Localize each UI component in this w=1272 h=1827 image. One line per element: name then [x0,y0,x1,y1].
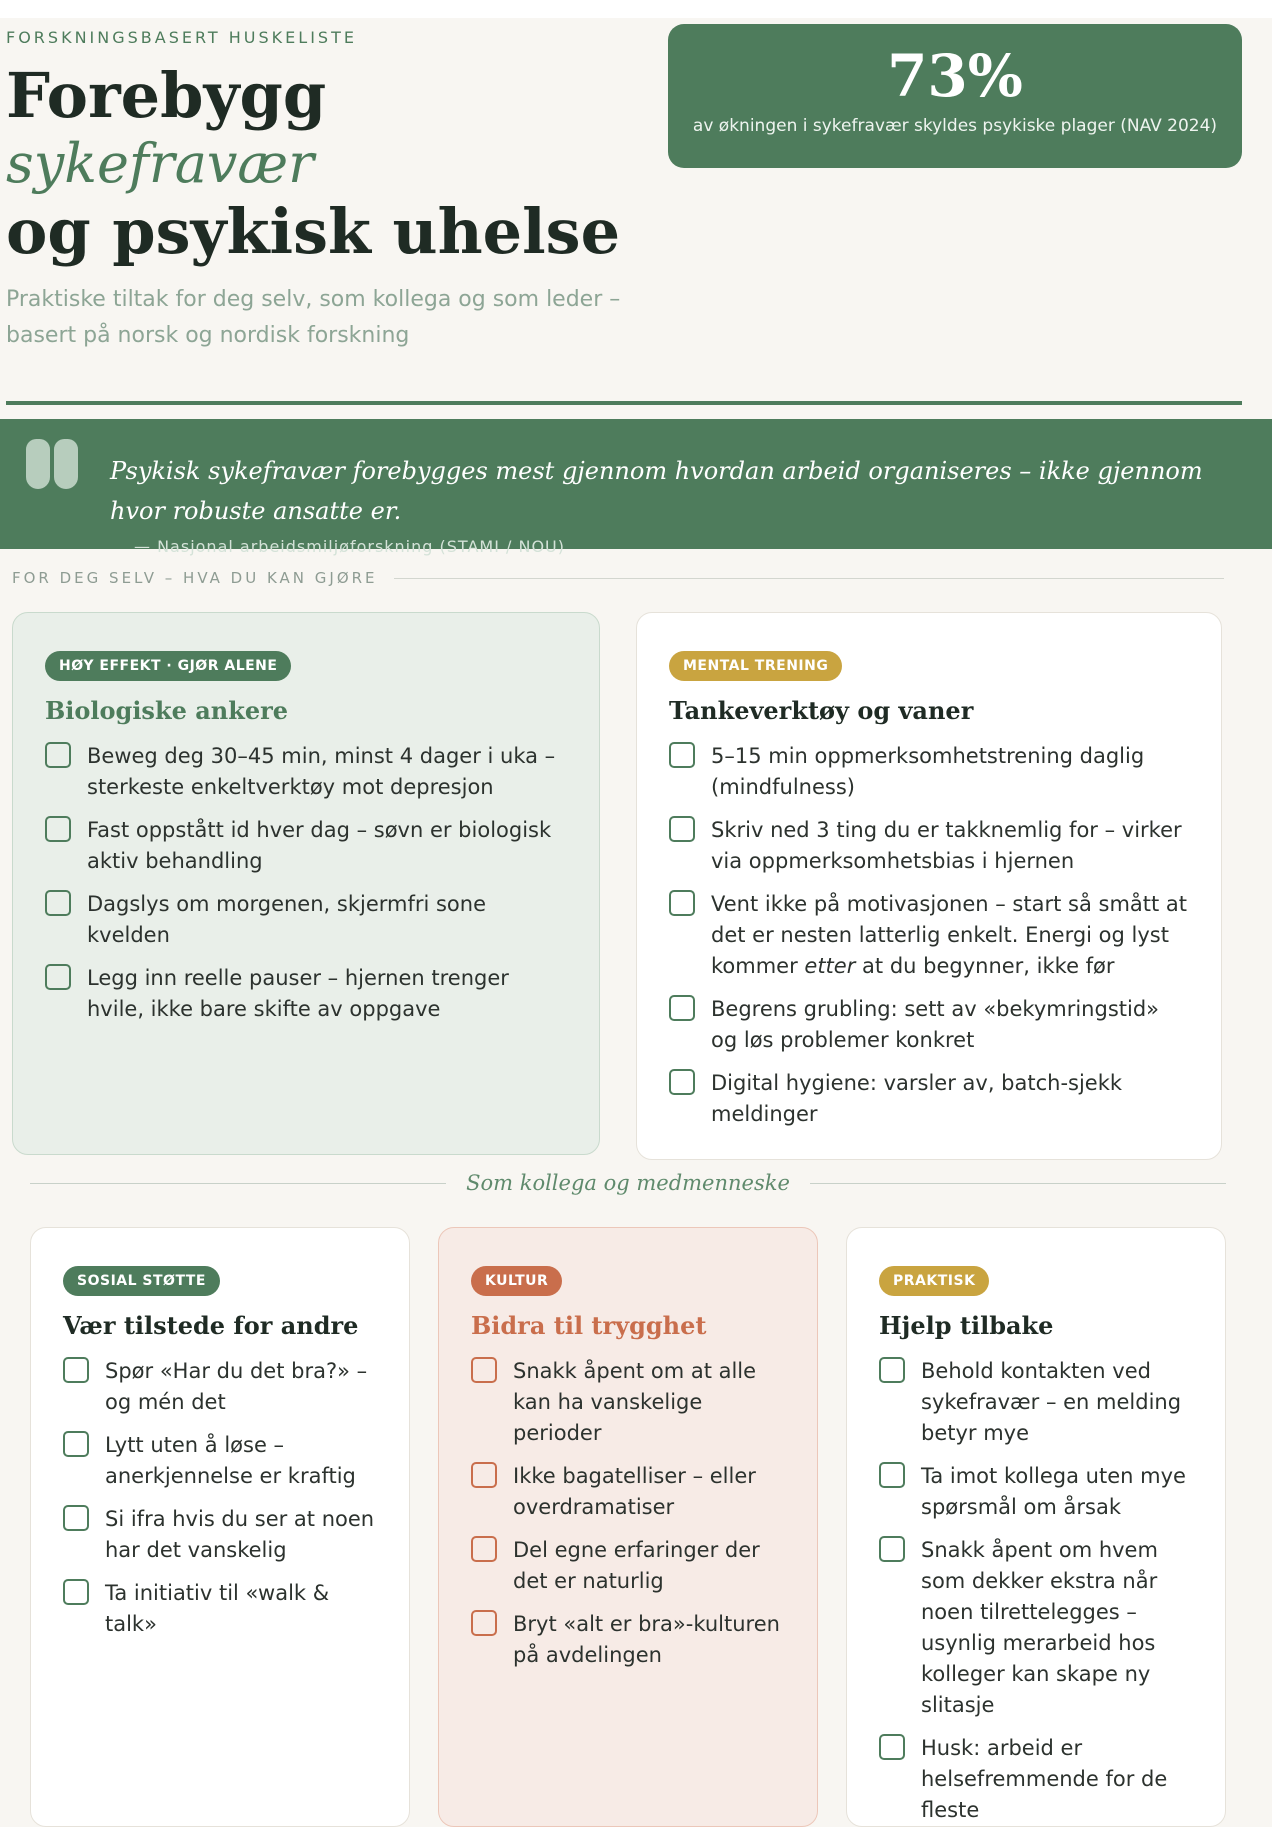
stat-value: 73% [887,42,1023,110]
page-title [6,59,621,268]
checkbox[interactable] [879,1357,905,1383]
item-text: Husk: arbeid er helsefremmende for de fleste [921,1736,1168,1822]
section-heading-self [12,568,1224,588]
item-text: 5–15 min oppmerksomhetstrening daglig (mindfulness) [711,744,1145,799]
card-title: Biologiske ankere [45,696,289,725]
quote-mark-icon [22,439,80,495]
section-label: Som kollega og medmenneske [466,1171,790,1195]
card-title: Vær tilstede for andre [63,1311,359,1340]
checklist [63,1356,377,1640]
card-badge: KULTUR [471,1266,562,1296]
checkbox[interactable] [63,1579,89,1605]
card-badge: SOSIAL STØTTE [63,1266,220,1296]
card-title: Tankeverktøy og vaner [669,696,974,725]
checkbox[interactable] [45,964,71,990]
checklist-item[interactable] [669,1068,1189,1130]
checkbox[interactable] [879,1536,905,1562]
checklist-item[interactable] [669,889,1189,982]
item-text: Ta imot kollega uten mye spørsmål om årsak [921,1464,1186,1519]
checkbox[interactable] [63,1431,89,1457]
card-title: Bidra til trygghet [471,1311,707,1340]
checkbox[interactable] [669,816,695,842]
item-text: Behold kontakten ved sykefravær – en melding betyr mye [921,1359,1182,1445]
checkbox[interactable] [669,1069,695,1095]
item-text: Si ifra hvis du ser at noen har det vanskelig [105,1507,375,1562]
card-hjelp-tilbake [846,1227,1226,1827]
divider-line-left [30,1183,446,1184]
checkbox[interactable] [63,1357,89,1383]
checkbox[interactable] [879,1462,905,1488]
section-heading-colleague [30,1166,1226,1200]
item-text: Digital hygiene: varsler av, batch-sjekk meldinger [711,1071,1123,1126]
checklist-item[interactable] [63,1430,377,1492]
checklist [669,741,1189,1130]
card-vaer-tilstede [30,1227,410,1827]
checkbox[interactable] [471,1357,497,1383]
checklist-item[interactable] [45,815,567,877]
item-text: Bryt «alt er bra»-kulturen på avdelingen [513,1612,780,1667]
checkbox[interactable] [471,1462,497,1488]
item-text: Legg inn reelle pauser – hjernen trenger hvile, ikke bare skifte av oppgave [87,966,509,1021]
checklist-item[interactable] [45,741,567,803]
checklist-item[interactable] [45,963,567,1025]
checklist-item[interactable] [63,1356,377,1418]
item-text-after: at du begynner, ikke før [855,954,1115,978]
item-text: Snakk åpent om at alle kan ha vanskelige perioder [513,1359,757,1445]
checklist-item[interactable] [879,1461,1193,1523]
card-tankeverktoy [636,612,1222,1160]
title-line-2: sykefravær [6,132,314,195]
checkbox[interactable] [669,890,695,916]
quote-source: — Nasjonal arbeidsmiljøforskning (STAMI / NOU) [134,537,565,556]
quote-text: Psykisk sykefravær forebygges mest gjennom hvordan arbeid organiseres – ikke gjennom hvor robuste ansatte er. [110,457,1203,525]
divider-line-right [810,1183,1226,1184]
card-bidra-til-trygghet [438,1227,818,1827]
checkbox[interactable] [879,1734,905,1760]
header-divider [6,401,1242,405]
item-text: Dagslys om morgenen, skjermfri sone kvelden [87,892,487,947]
checkbox[interactable] [669,742,695,768]
checklist-item[interactable] [669,994,1189,1056]
checkbox[interactable] [471,1536,497,1562]
item-text: Ikke bagatelliser – eller overdramatiser [513,1464,756,1519]
card-biologiske-ankere [12,612,600,1155]
item-text-emphasis: etter [804,954,856,978]
checkbox[interactable] [45,890,71,916]
stat-caption: av økningen i sykefravær skyldes psykiske plager (NAV 2024) [692,116,1218,136]
title-line-1: Forebygg [6,59,327,132]
item-text: Snakk åpent om hvem som dekker ekstra når noen tilrettelegges – usynlig merarbeid hos kolleger kan skape ny slitasje [921,1538,1158,1717]
checklist [45,741,567,1025]
card-title: Hjelp tilbake [879,1311,1054,1340]
item-text: Del egne erfaringer der det er naturlig [513,1538,760,1593]
stat-box [668,24,1242,168]
item-text: Begrens grubling: sett av «bekymringstid» og løs problemer konkret [711,997,1160,1052]
card-badge: PRAKTISK [879,1266,989,1296]
item-text [711,889,1189,982]
checkbox[interactable] [669,995,695,1021]
checklist [879,1356,1193,1826]
item-text-before: Vent ikke på motivasjonen – start så smått at det er nesten latterlig enkelt. Energi og lyst kommer [711,892,1188,978]
card-badge: HØY EFFEKT · GJØR ALENE [45,651,291,681]
checklist-item[interactable] [669,741,1189,803]
checklist-item[interactable] [471,1535,785,1597]
checklist-item[interactable] [879,1356,1193,1449]
eyebrow: FORSKNINGSBASERT HUSKELISTE [6,28,357,47]
checklist-item[interactable] [879,1733,1193,1826]
checklist-item[interactable] [471,1609,785,1671]
item-text: Lytt uten å løse – anerkjennelse er kraftig [105,1433,356,1488]
item-text: Ta initiativ til «walk & talk» [105,1581,330,1636]
top-strip [0,0,1272,18]
checkbox[interactable] [471,1610,497,1636]
checklist-item[interactable] [471,1356,785,1449]
checkbox[interactable] [45,816,71,842]
checklist-item[interactable] [471,1461,785,1523]
section-label: FOR DEG SELV – HVA DU KAN GJØRE [12,569,378,587]
checklist-item[interactable] [63,1504,377,1566]
checkbox[interactable] [63,1505,89,1531]
checklist-item[interactable] [63,1578,377,1640]
item-text: Fast oppstått id hver dag – søvn er biologisk aktiv behandling [87,818,552,873]
quote-band [0,419,1272,556]
title-line-3: og psykisk uhelse [6,195,621,268]
checklist-item[interactable] [879,1535,1193,1721]
subtitle: Praktiske tiltak for deg selv, som kollega og som leder – basert på norsk og nordisk forskning [6,287,621,348]
checkbox[interactable] [45,742,71,768]
item-text: Beweg deg 30–45 min, minst 4 dager i uka – sterkeste enkeltverktøy mot depresjon [87,744,556,799]
card-badge: MENTAL TRENING [669,651,842,681]
checklist-item[interactable] [669,815,1189,877]
item-text: Skriv ned 3 ting du er takknemlig for – virker via oppmerksomhetsbias i hjernen [711,818,1182,873]
checklist-item[interactable] [45,889,567,951]
item-text: Spør «Har du det bra?» – og mén det [105,1359,368,1414]
section-rule [394,578,1224,579]
checklist [471,1356,785,1671]
